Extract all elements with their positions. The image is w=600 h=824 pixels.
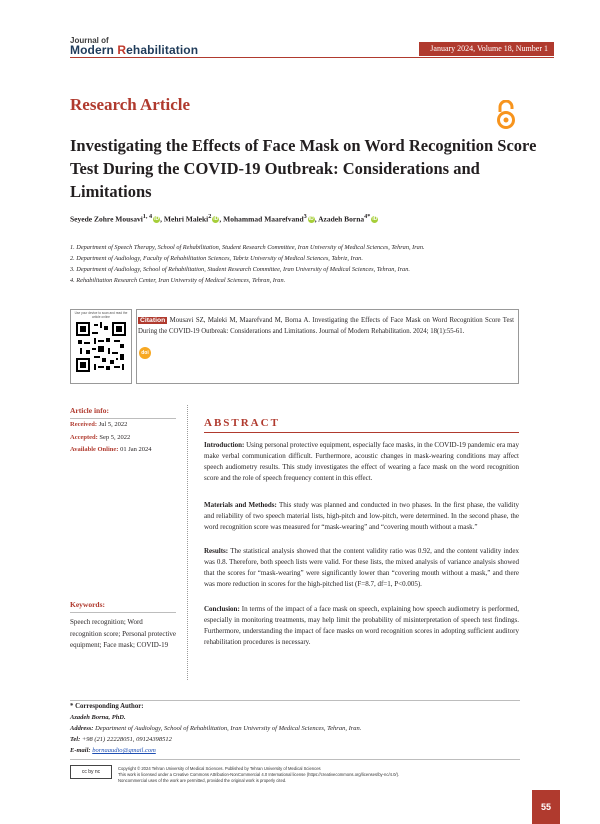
received-label: Received: bbox=[70, 421, 98, 428]
email-link[interactable]: bornaaudio@gmail.com bbox=[92, 747, 156, 754]
author-name: Seyede Zohre Mousavi bbox=[70, 214, 143, 224]
column-divider bbox=[187, 405, 188, 680]
affiliation: 4. Rehabilitation Research Center, Iran University of Medical Sciences, Tehran, Iran. bbox=[70, 277, 286, 284]
author-name: Azadeh Borna bbox=[318, 214, 365, 224]
author-affiliation-marker: 3 bbox=[303, 213, 307, 220]
author-name: Mohammad Maarefvand bbox=[223, 214, 304, 224]
article-type: Research Article bbox=[70, 95, 191, 114]
corresponding-tel bbox=[70, 736, 520, 743]
corresponding-address bbox=[70, 725, 520, 732]
address-label: Address: bbox=[70, 725, 94, 732]
copyright-line: Copyright © 2024 Tehran University of Medical Sciences. Published by Tehran University of Medical Sciences bbox=[118, 766, 321, 771]
tel-label: Tel: bbox=[70, 736, 81, 743]
abstract-introduction bbox=[204, 440, 519, 484]
abstract-heading: ABSTRACT bbox=[204, 417, 280, 429]
article-info-heading: Article info: bbox=[70, 406, 109, 415]
tel-value: +98 (21) 22228051, 09124398512 bbox=[81, 736, 172, 743]
divider bbox=[70, 612, 176, 613]
keywords-list: Speech recognition; Word recognition score; Personal protective equipment; Face mask; COVID-19 bbox=[70, 618, 176, 649]
address-value: Department of Audiology, School of Rehabilitation, Iran University of Medical Sciences, Tehran, Iran. bbox=[95, 725, 362, 732]
orcid-icon[interactable]: iD bbox=[372, 216, 378, 223]
intro-text: Using personal protective equipment, especially face masks, in the COVID-19 pandemic era may make verbal communication difficult. Furthermore, acoustic changes in mask-wearing conditions may affect speech audiometry results. This study investigates the effect of wearing a face mask on the word recognition score and the role of speech frequency content in this effect. bbox=[204, 441, 519, 482]
conclusion-text: In terms of the impact of a face mask on speech, explaining how speech audiometry is performed, especially in monitoring treatments, may help limit the probability of misinterpretation of speech test findings. Furthermore, understanding the impact of face masks on word recognition scores in adopting sufficient auditory rehabilitation procedures is necessary. bbox=[204, 605, 519, 646]
abstract-conclusion bbox=[204, 604, 519, 648]
received-value: Jul 5, 2022 bbox=[98, 421, 128, 428]
orcid-icon[interactable]: iD bbox=[308, 216, 314, 223]
received-date bbox=[70, 421, 127, 428]
abstract-results bbox=[204, 546, 519, 590]
accepted-value: Sep 5, 2022 bbox=[99, 434, 131, 441]
corresponding-email bbox=[70, 747, 520, 754]
qr-caption: Use your device to scan and read the article online bbox=[74, 311, 128, 319]
corresponding-heading: * Corresponding Author: bbox=[70, 703, 144, 710]
journal-name-line1: Journal of bbox=[70, 36, 109, 45]
results-label: Results: bbox=[204, 547, 229, 555]
accepted-label: Accepted: bbox=[70, 434, 98, 441]
methods-text: This study was planned and conducted in two phases. In the first phase, the validity and reliability of two speech material lists, high-pitch and low-pitch, were determined. In the second phase, the word recognition score was measured for “mask-wearing” and “covering mouth without a mask.” bbox=[204, 501, 519, 531]
author-name: Mehri Maleki bbox=[163, 214, 209, 224]
author-affiliation-marker: 4* bbox=[364, 213, 371, 220]
page-number: 55 bbox=[532, 790, 560, 824]
author-list: Seyede Zohre Mousavi$^{1, 4}$ iD, Mehri Maleki$^2$ iD, Mohammad Maarefvand$^3$ iD, Azadeh Borna$^{4*}$ iD bbox=[70, 213, 378, 224]
intro-label: Introduction: bbox=[204, 441, 245, 449]
online-value: 01 Jan 2024 bbox=[120, 446, 152, 453]
doi-icon[interactable]: doi bbox=[139, 347, 151, 359]
citation-label: Citation bbox=[140, 317, 166, 324]
journal-name bbox=[70, 44, 198, 57]
email-label: E-mail: bbox=[70, 747, 91, 754]
journal-name-part: Modern bbox=[70, 43, 118, 57]
issue-banner: January 2024, Volume 18, Number 1 bbox=[419, 42, 554, 56]
affiliation: 2. Department of Audiology, Faculty of Rehabilitation Sciences, Tabriz University of Medical Sciences, Tabriz, Iran. bbox=[70, 255, 363, 262]
journal-name-accent: R bbox=[117, 43, 127, 57]
affiliation: 3. Department of Audiology, School of Rehabilitation, Student Research Committee, Iran University of Medical Sciences, Tehran, Iran. bbox=[70, 266, 410, 273]
citation-text[interactable]: Mousavi SZ, Maleki M, Maarefvand M, Borna A. Investigating the Effects of Face Mask on Word Recognition Score Test During the COVID-19 Outbreak: Considerations and Limitations. Journal of Modern Rehabilitation. 2024; 18(1):55-61. bbox=[138, 317, 515, 335]
open-access-icon bbox=[495, 100, 517, 130]
conclusion-label: Conclusion: bbox=[204, 605, 240, 613]
usage-line: Noncommercial uses of the work are permitted, provided the original work is properly cited. bbox=[118, 778, 287, 783]
article-title: Investigating the Effects of Face Mask on Word Recognition Score Test During the COVID-19 Outbreak: Considerations and Limitations bbox=[70, 136, 537, 201]
qr-code-icon[interactable] bbox=[76, 322, 126, 372]
abstract-methods bbox=[204, 500, 519, 533]
keywords-heading: Keywords: bbox=[70, 600, 105, 609]
journal-name-part: ehabilitation bbox=[126, 43, 199, 57]
divider bbox=[70, 700, 520, 701]
creative-commons-icon[interactable]: cc by nc bbox=[70, 765, 112, 779]
divider bbox=[70, 418, 176, 419]
methods-label: Materials and Methods: bbox=[204, 501, 277, 509]
corresponding-name: Azadeh Borna, PhD. bbox=[70, 714, 126, 721]
orcid-icon[interactable]: iD bbox=[154, 216, 160, 223]
affiliation: 1. Department of Speech Therapy, School of Rehabilitation, Student Research Committee, Iran University of Medical Sciences, Tehran, Iran. bbox=[70, 244, 425, 251]
accepted-date bbox=[70, 434, 130, 441]
author-affiliation-marker: 1, 4 bbox=[142, 213, 153, 220]
online-label: Available Online: bbox=[70, 446, 119, 453]
header-divider bbox=[70, 57, 554, 58]
abstract-divider bbox=[204, 432, 519, 433]
orcid-icon[interactable]: iD bbox=[213, 216, 219, 223]
divider bbox=[70, 759, 520, 760]
results-text: The statistical analysis showed that the content validity ratio was 0.92, and the content validity index was 0.8. Therefore, both speech lists were valid. For these lists, the mixed analysis of variance analysis showed that the scores for “mask-wearing” were significantly lower than “covering mouth without a mask,” and there was more reduction in scores for the high-pitched list (F=8.7, df=1, P<0.005). bbox=[204, 547, 520, 588]
online-date bbox=[70, 446, 152, 453]
author-affiliation-marker: 2 bbox=[208, 213, 212, 220]
license-line: This work is licensed under a Creative Commons Attribution-NonCommercial 4.0 International license (https://creativecommons.org/licenses/by-nc/4.0/). bbox=[118, 772, 400, 777]
citation bbox=[138, 315, 514, 337]
